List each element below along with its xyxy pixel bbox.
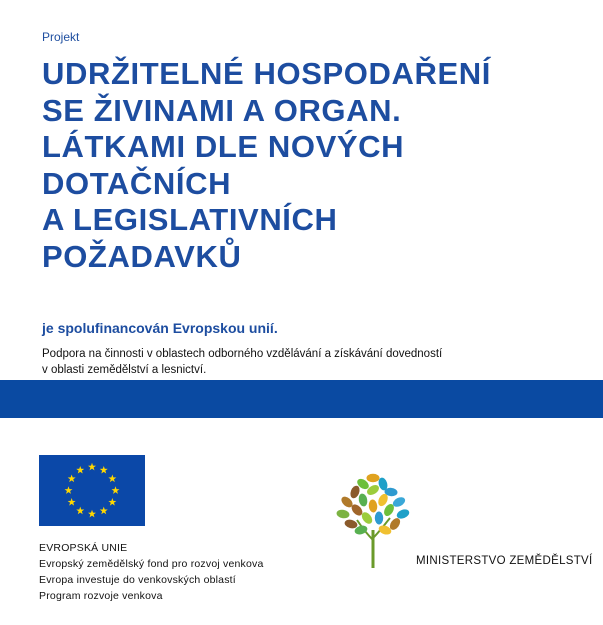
- title-line: SE ŽIVINAMI A ORGAN.: [42, 92, 402, 128]
- support-text: [42, 346, 442, 378]
- support-line: Podpora na činnosti v oblastech odborného vzdělávání a získávání dovedností: [42, 348, 443, 360]
- tree-leaf-icon: [344, 518, 359, 529]
- blue-band: [0, 380, 603, 418]
- project-label: Projekt: [42, 30, 80, 44]
- tree-leaf-icon: [368, 499, 378, 513]
- eu-line: EVROPSKÁ UNIE: [39, 542, 128, 554]
- support-line: v oblasti zemědělství a lesnictví.: [42, 364, 207, 376]
- cofinanced-text: je spolufinancován Evropskou unií.: [42, 320, 278, 336]
- title-line: LÁTKAMI DLE NOVÝCH: [42, 129, 405, 164]
- ministry-tree-logo-icon: [333, 470, 413, 570]
- eu-line: Program rozvoje venkova: [39, 590, 163, 602]
- title-line: UDRŽITELNÉ HOSPODAŘENÍ: [42, 56, 491, 91]
- project-title: [42, 56, 582, 275]
- eu-line: Evropa investuje do venkovských oblastí: [39, 574, 236, 586]
- eu-line: Evropský zemědělský fond pro rozvoj venkova: [39, 558, 264, 570]
- title-line: A LEGISLATIVNÍCH: [42, 202, 338, 237]
- eu-text: [39, 540, 264, 604]
- tree-leaf-icon: [336, 509, 350, 520]
- title-line: POŽADAVKŮ: [42, 238, 242, 274]
- title-line: DOTAČNÍCH: [42, 165, 232, 201]
- tree-leaf-icon: [358, 493, 369, 507]
- tree-leaf-icon: [375, 511, 384, 524]
- ministry-name: MINISTERSTVO ZEMĚDĚLSTVÍ: [416, 555, 593, 567]
- eu-flag-icon: [39, 455, 145, 526]
- tree-leaf-icon: [367, 474, 380, 482]
